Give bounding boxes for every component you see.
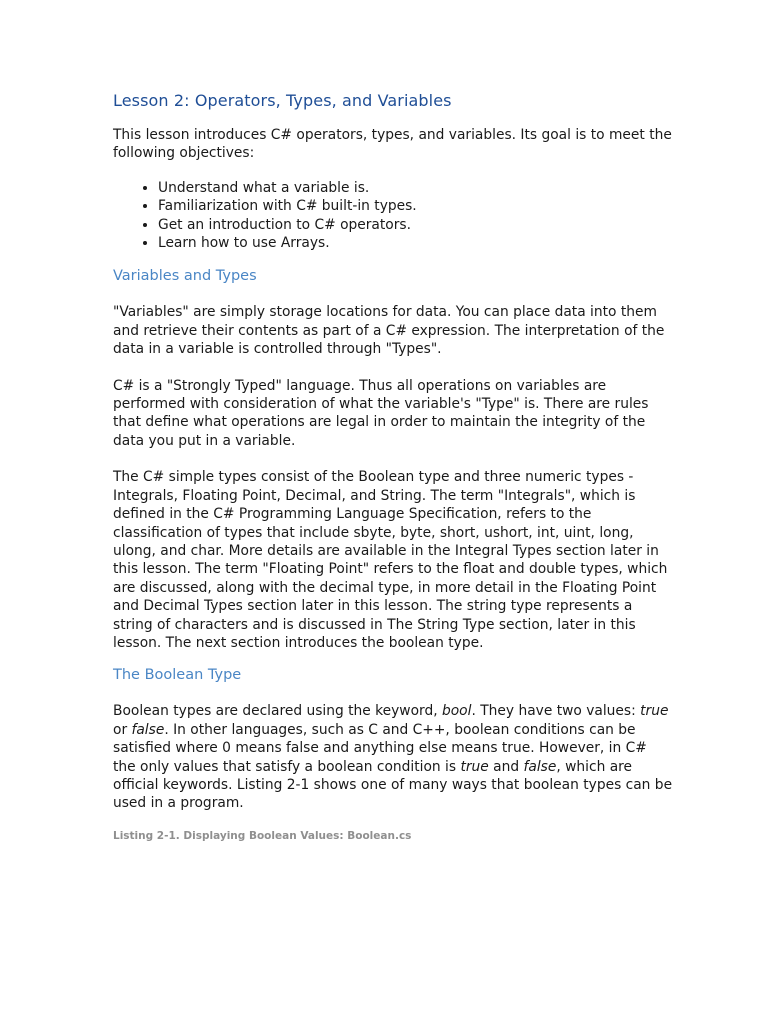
boolean-text-4: . In other languages, such as C and C++, boolean conditions can be satisfied where 0 means false and anything else means true. However, in C# the only values that satisfy a boolean condition is — [113, 721, 647, 775]
value-false: false — [131, 721, 165, 738]
objectives-list — [113, 179, 673, 253]
paragraph-boolean — [113, 702, 673, 812]
intro-paragraph: This lesson introduces C# operators, types, and variables. Its goal is to meet the following objectives: — [113, 127, 672, 162]
value-true: true — [640, 703, 669, 720]
boolean-text-2: . They have two values: — [471, 703, 641, 720]
paragraph-variables-definition: "Variables" are simply storage locations for data. You can place data into them and retrieve their contents as part of a C# expression. The interpretation of the data in a variable is controlled through "Types". — [113, 304, 665, 358]
document-page — [113, 90, 673, 843]
boolean-text-1: Boolean types are declared using the keyword, — [113, 703, 442, 720]
list-item: • Familiarization with C# built-in types. — [158, 197, 673, 215]
value-true-2: true — [460, 758, 489, 775]
section-heading-variables: Variables and Types — [113, 268, 257, 285]
paragraph-strongly-typed: C# is a "Strongly Typed" language. Thus all operations on variables are performed with consideration of what the variable's "Type" is. There are rules that define what operations are legal in order to maintain the integrity of the data you put in a variable. — [113, 377, 649, 449]
boolean-text-3: or — [113, 721, 132, 738]
boolean-text-5: and — [488, 758, 524, 775]
lesson-title: Lesson 2: Operators, Types, and Variables — [113, 91, 452, 110]
keyword-bool: bool — [441, 703, 472, 720]
section-heading-boolean: The Boolean Type — [113, 667, 242, 684]
paragraph-simple-types: The C# simple types consist of the Boolean type and three numeric types - Integrals, Floating Point, Decimal, and String. The term "Integrals", which is defined in the C# Programming Language Specification, refers to the classification of types that include sbyte, byte, short, ushort, int, uint, long, ulong, and char. More details are available in the Integral Types section later in this lesson. The term "Floating Point" refers to the float and double types, which are discussed, along with the decimal type, in more detail in the Floating Point and Decimal Types section later in this lesson. The string type represents a string of characters and is discussed in The String Type section, later in this lesson. The next section introduces the boolean type. — [113, 469, 668, 651]
boolean-text-6: , which are official keywords. Listing 2-1 shows one of many ways that boolean types can be used in a program. — [113, 758, 673, 812]
list-item: • Get an introduction to C# operators. — [158, 216, 673, 234]
list-item: • Learn how to use Arrays. — [158, 234, 673, 252]
value-false-2: false — [523, 758, 557, 775]
list-item: • Understand what a variable is. — [158, 179, 673, 197]
listing-caption: Listing 2-1. Displaying Boolean Values: Boolean.cs — [113, 829, 412, 842]
